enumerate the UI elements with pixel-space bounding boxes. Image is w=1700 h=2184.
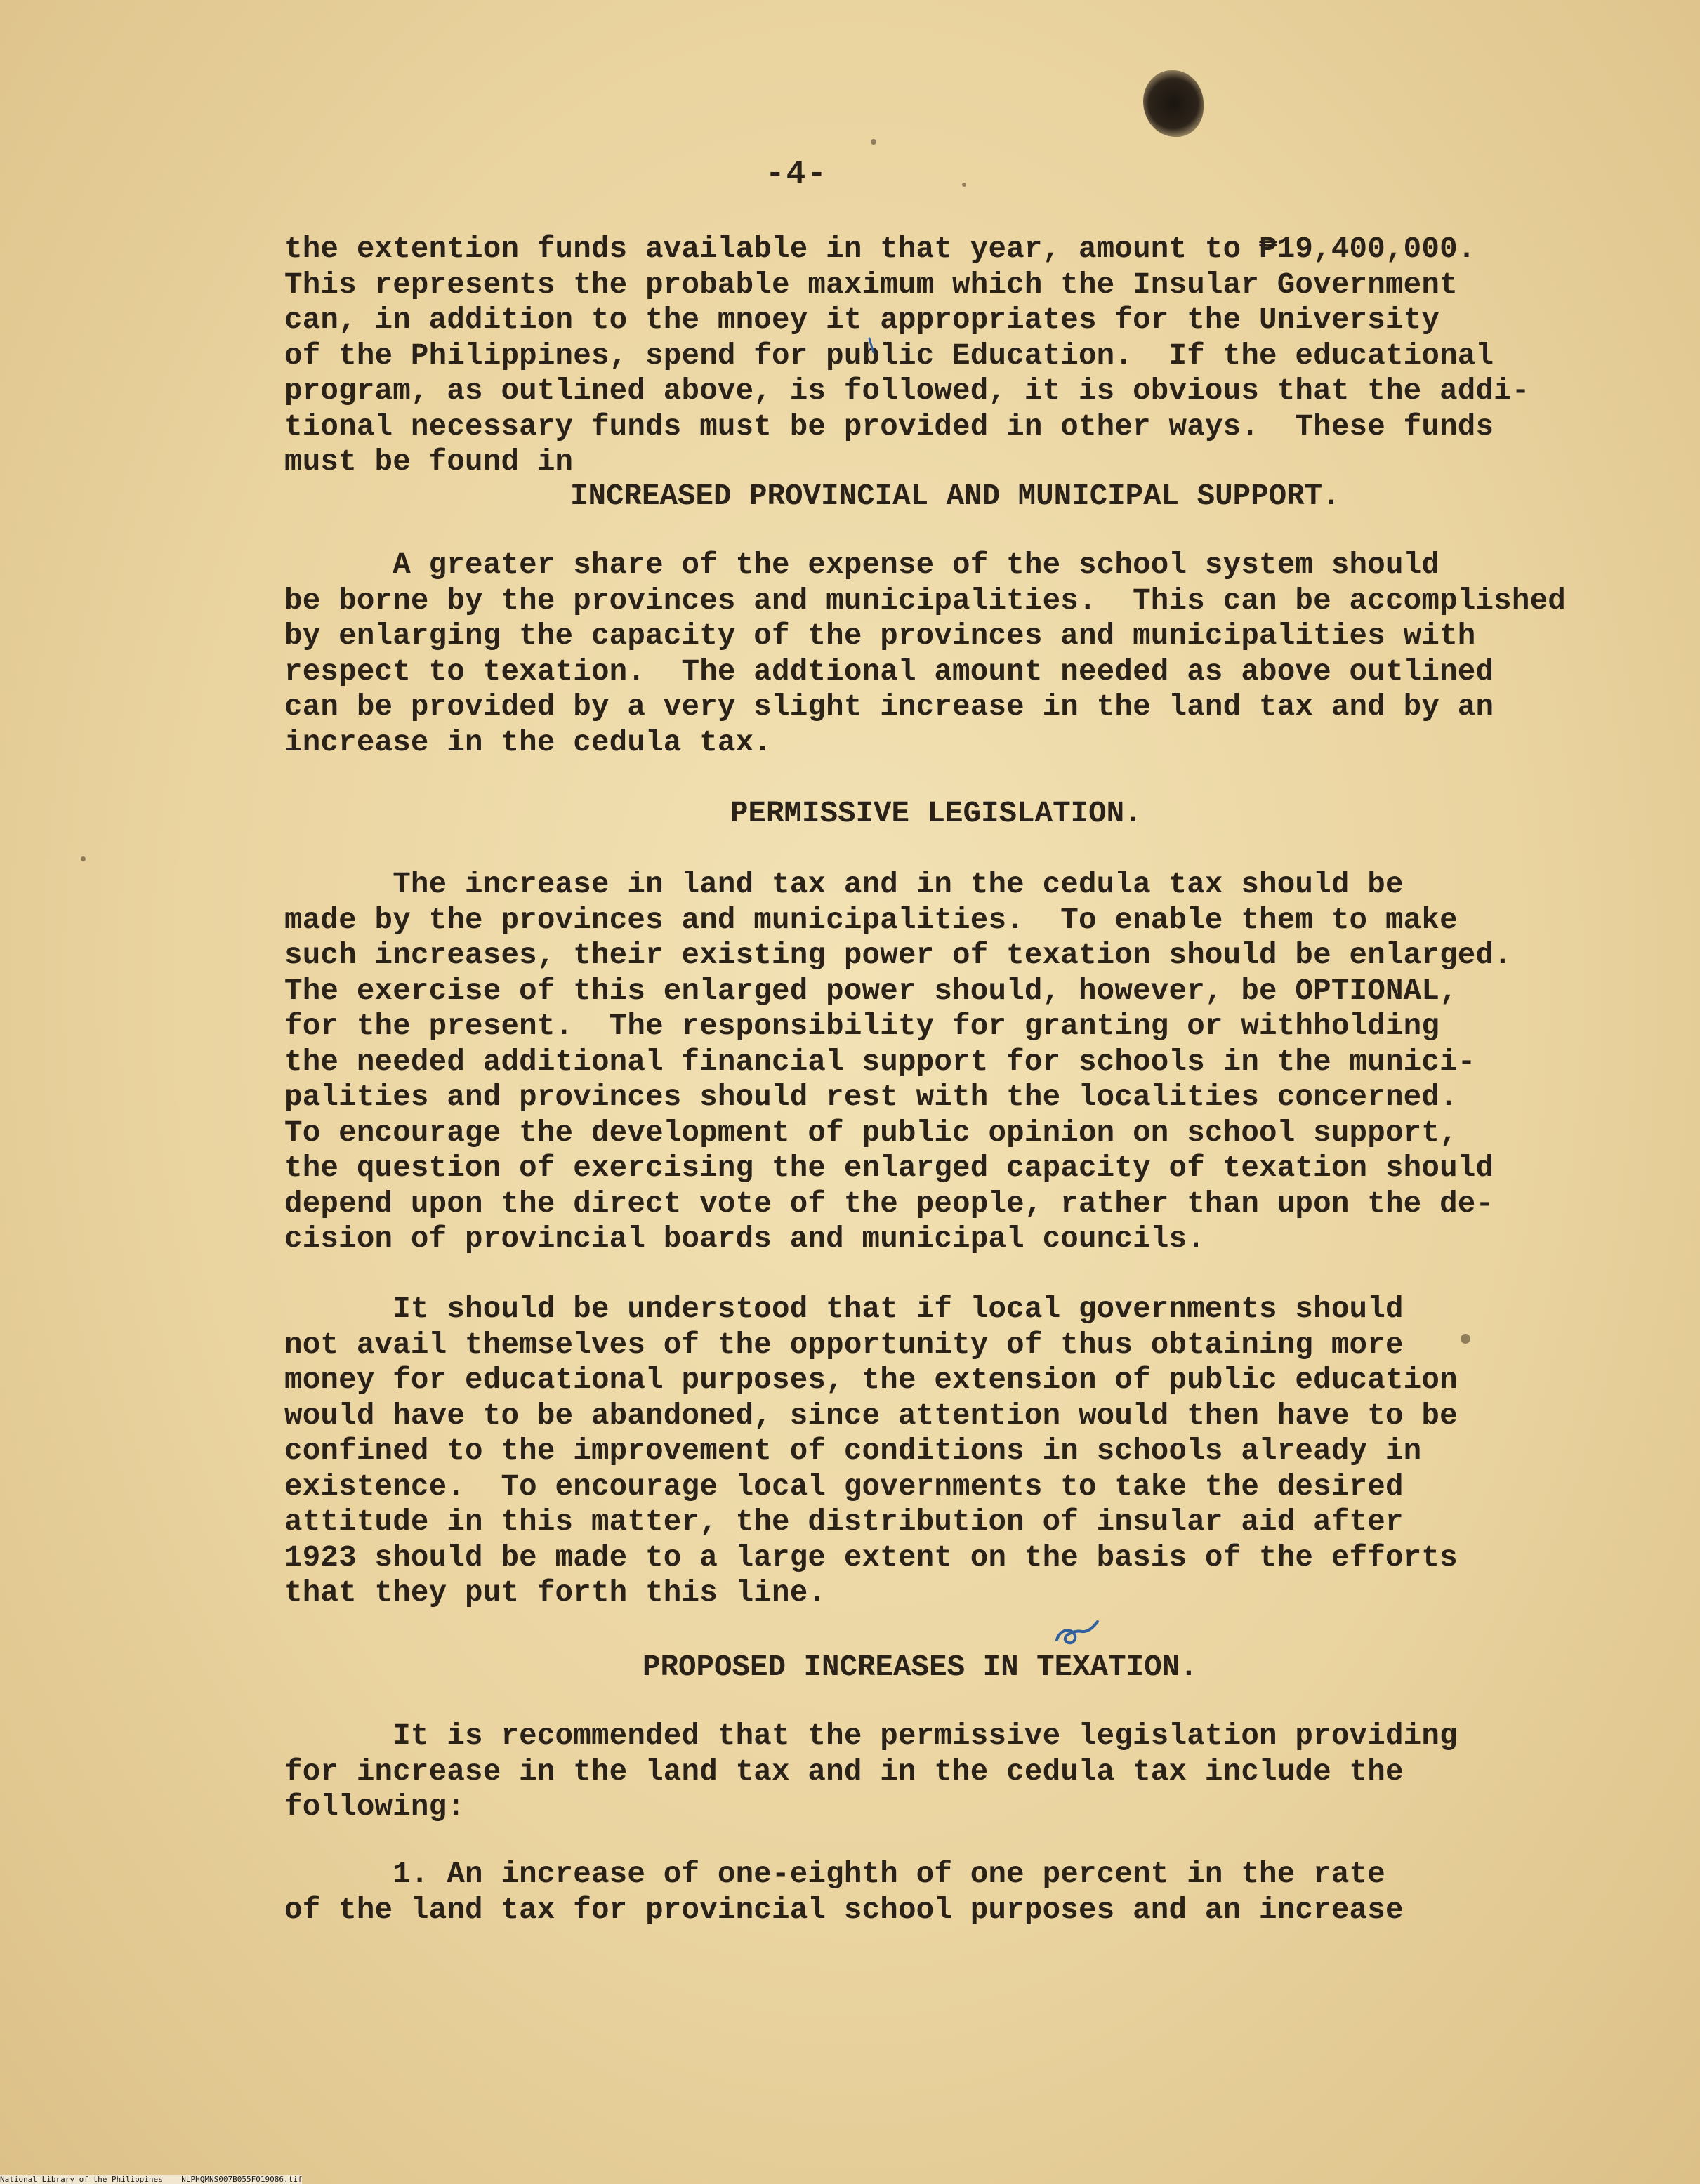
- text-line: be borne by the provinces and municipalities. This can be accomplished: [284, 583, 1566, 618]
- paragraph-recommendation: [284, 1719, 1458, 1825]
- archive-footer: National Library of the Philippines NLPHQMNS007B055F019086.tif: [0, 2175, 303, 2184]
- text-line: made by the provinces and municipalities. To enable them to make: [284, 903, 1458, 937]
- text-line: by enlarging the capacity of the provinces and municipalities with: [284, 619, 1476, 653]
- paragraph-item-1: [284, 1857, 1404, 1928]
- text-line: the question of exercising the enlarged capacity of texation should: [284, 1151, 1494, 1185]
- text-line: for the present. The responsibility for granting or withholding: [284, 1010, 1440, 1043]
- text-line: can be provided by a very slight increase in the land tax and by an: [284, 690, 1494, 724]
- text-line: To encourage the development of public opinion on school support,: [284, 1116, 1458, 1150]
- text-line: money for educational purposes, the extension of public education: [284, 1363, 1458, 1397]
- paper-speck: [1461, 1334, 1470, 1344]
- text-line: can, in addition to the mnoey it appropriates for the University: [284, 303, 1440, 337]
- paragraph-funds: [284, 232, 1530, 480]
- text-line: The exercise of this enlarged power should, however, be OPTIONAL,: [284, 974, 1458, 1008]
- text-line: 1. An increase of one-eighth of one percent in the rate: [284, 1858, 1385, 1891]
- text-line: This represents the probable maximum which the Insular Government: [284, 267, 1458, 302]
- paper-speck: [962, 183, 966, 187]
- paper-speck: [871, 139, 876, 145]
- paragraph-increase-land-tax: [284, 867, 1512, 1257]
- text-line: increase in the cedula tax.: [284, 725, 772, 760]
- text-line: for increase in the land tax and in the cedula tax include the: [284, 1754, 1404, 1789]
- text-line: program, as outlined above, is followed, it is obvious that the addi-: [284, 374, 1530, 408]
- text-line: the extention funds available in that year, amount to ₱19,400,000.: [284, 232, 1476, 266]
- text-line: It should be understood that if local governments should: [284, 1292, 1404, 1326]
- text-line: of the land tax for provincial school purposes and an increase: [284, 1893, 1404, 1927]
- text-line: 1923 should be made to a large extent on the basis of the efforts: [284, 1540, 1458, 1575]
- page-number: -4-: [765, 156, 828, 192]
- pencil-correction-mark: [1051, 1615, 1100, 1650]
- text-line: would have to be abandoned, since attention would then have to be: [284, 1398, 1458, 1433]
- text-line: It is recommended that the permissive legislation providing: [284, 1719, 1458, 1753]
- text-line: such increases, their existing power of texation should be enlarged.: [284, 939, 1512, 972]
- text-line: depend upon the direct vote of the people, rather than upon the de-: [284, 1186, 1494, 1221]
- paper-speck: [81, 856, 86, 861]
- heading-provincial-municipal-support: INCREASED PROVINCIAL AND MUNICIPAL SUPPORT.: [570, 479, 1340, 513]
- text-line: cision of provincial boards and municipal councils.: [284, 1222, 1205, 1256]
- heading-proposed-increases: PROPOSED INCREASES IN TEXATION.: [643, 1650, 1198, 1684]
- text-line: existence. To encourage local governments to take the desired: [284, 1469, 1404, 1504]
- text-line: not avail themselves of the opportunity of thus obtaining more: [284, 1328, 1404, 1362]
- text-line: must be found in: [284, 445, 574, 479]
- text-line: confined to the improvement of conditions in schools already in: [284, 1434, 1422, 1468]
- text-line: tional necessary funds must be provided in other ways. These funds: [284, 409, 1494, 444]
- text-line: respect to texation. The addtional amount needed as above outlined: [284, 654, 1494, 689]
- paragraph-greater-share: [284, 548, 1566, 760]
- text-line: The increase in land tax and in the cedula tax should be: [284, 868, 1404, 901]
- heading-permissive-legislation: PERMISSIVE LEGISLATION.: [730, 797, 1142, 830]
- paragraph-local-governments: [284, 1292, 1458, 1611]
- text-line: of the Philippines, spend for public Education. If the educational: [284, 338, 1494, 373]
- pencil-tick-mark: [862, 336, 883, 357]
- text-line: that they put forth this line.: [284, 1576, 826, 1610]
- text-line: following:: [284, 1790, 466, 1824]
- text-line: A greater share of the expense of the school system should: [284, 548, 1440, 582]
- text-line: the needed additional financial support for schools in the munici-: [284, 1045, 1476, 1079]
- text-line: attitude in this matter, the distribution of insular aid after: [284, 1505, 1404, 1539]
- text-line: palities and provinces should rest with the localities concerned.: [284, 1080, 1458, 1114]
